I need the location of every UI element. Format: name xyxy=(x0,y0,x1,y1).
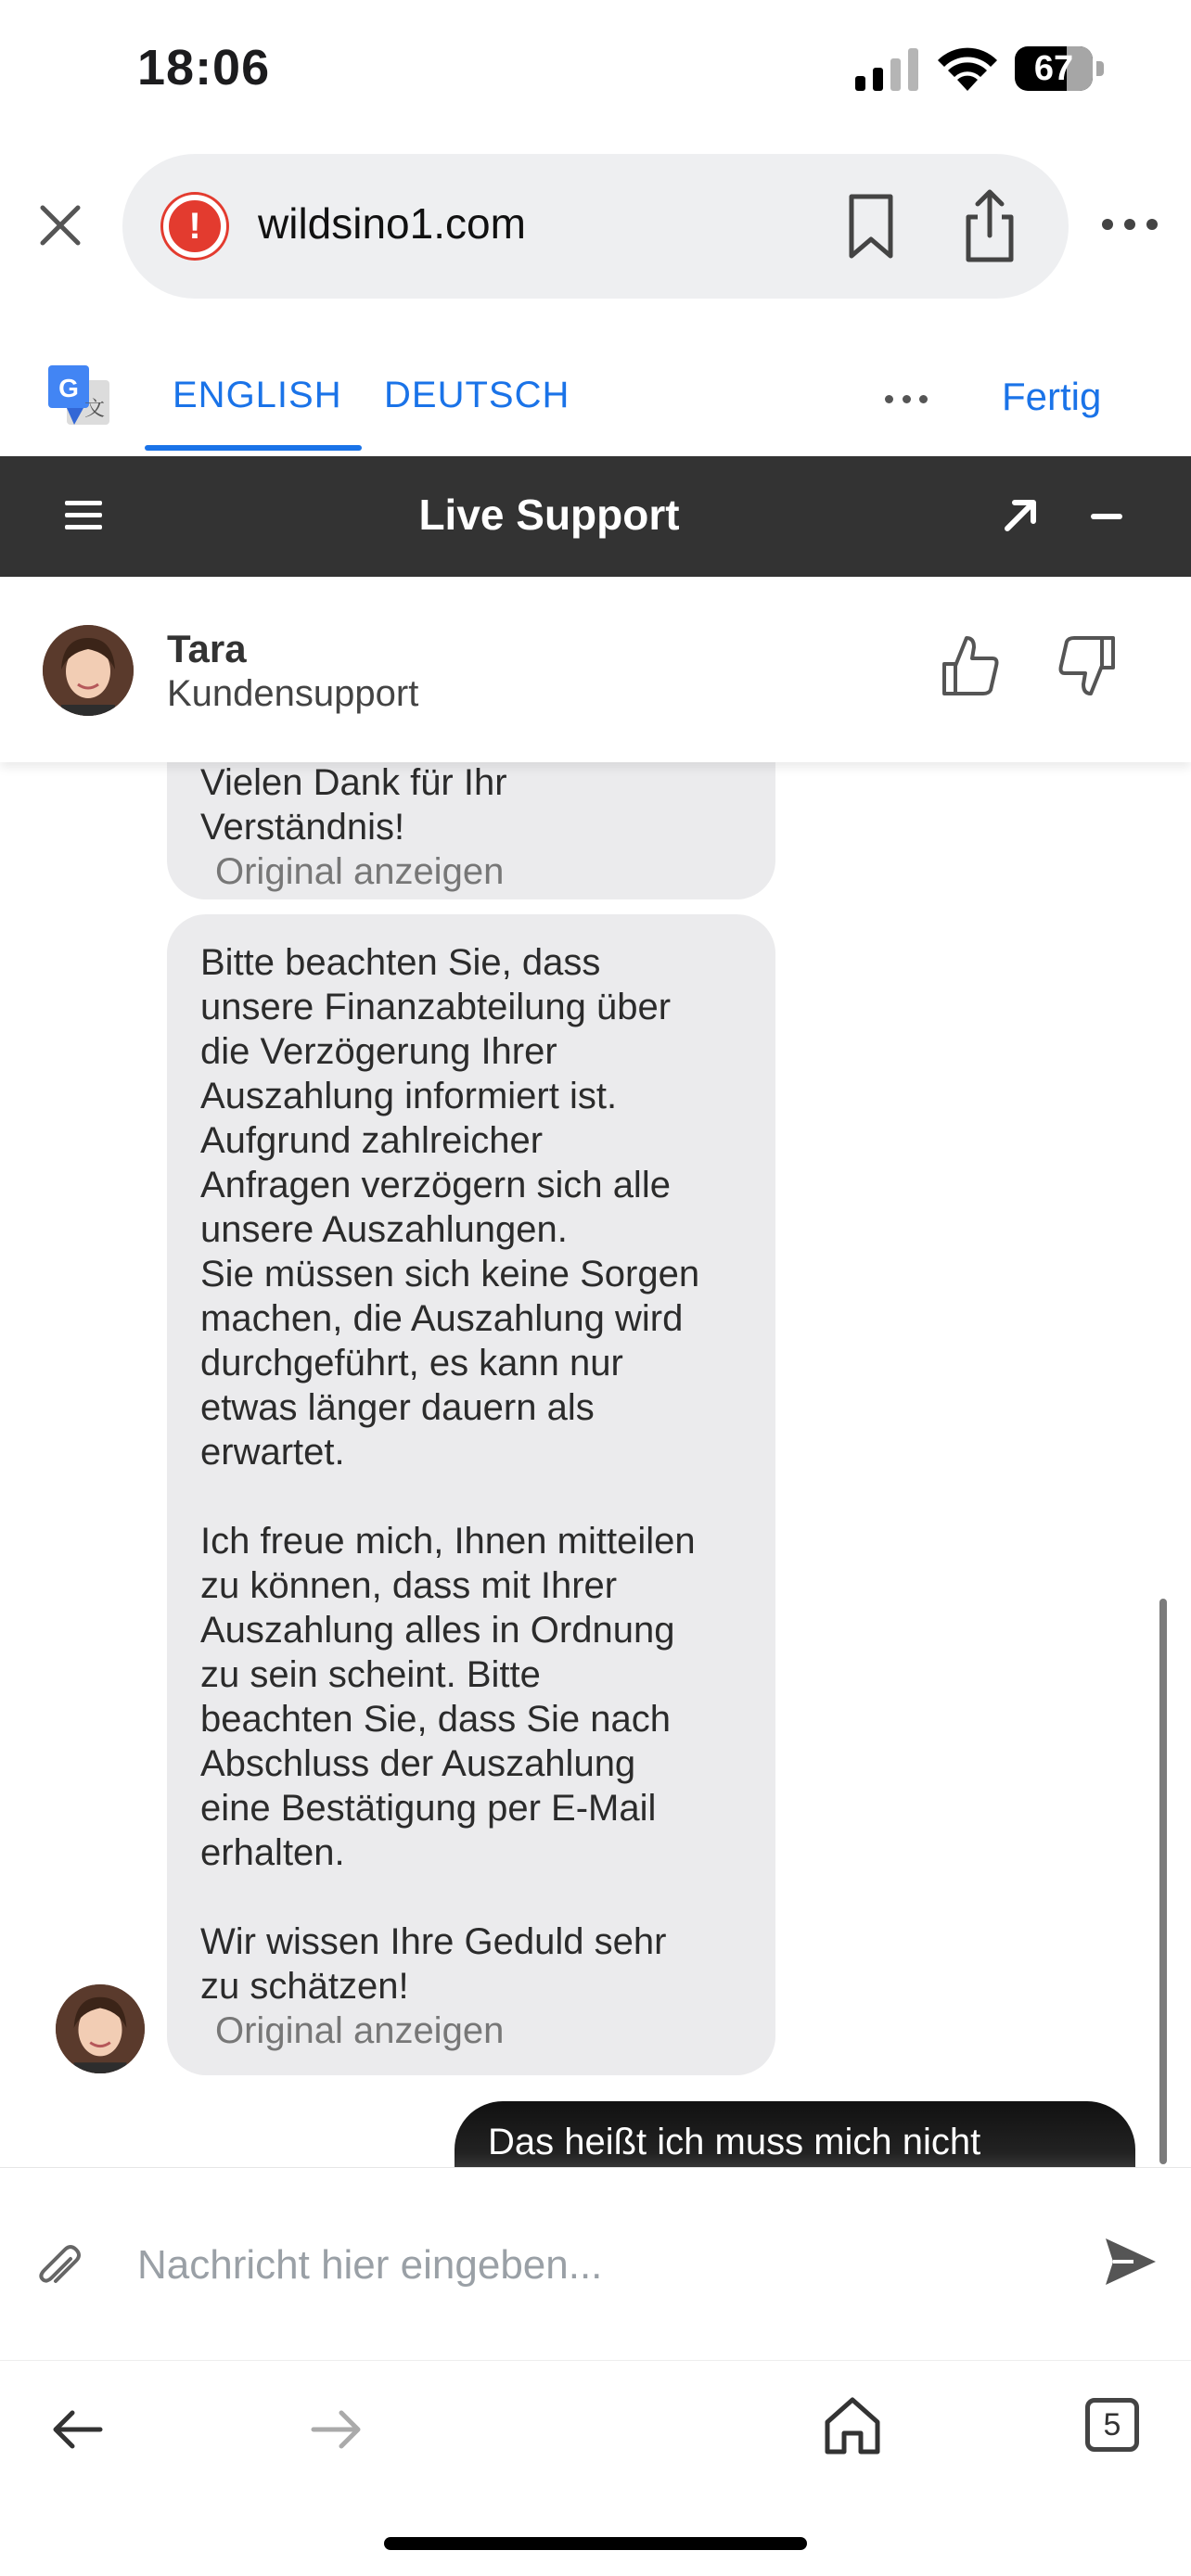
thumbs-down-icon[interactable] xyxy=(1057,632,1117,699)
expand-icon[interactable] xyxy=(998,493,1043,538)
forward-arrow-icon[interactable] xyxy=(310,2407,364,2452)
status-bar xyxy=(0,0,1191,139)
wifi-icon xyxy=(937,45,998,91)
agent-role: Kundensupport xyxy=(167,673,419,714)
tab-english[interactable]: ENGLISH xyxy=(173,375,342,415)
translate-bar xyxy=(0,343,1191,456)
svg-text:G: G xyxy=(58,374,79,402)
paperclip-icon[interactable] xyxy=(35,2240,82,2292)
agent-message xyxy=(167,762,775,899)
agent-avatar xyxy=(56,1984,145,2073)
tab-switcher-button[interactable]: 5 xyxy=(1085,2398,1139,2452)
cellular-signal-icon xyxy=(855,48,920,91)
agent-info xyxy=(0,577,1191,762)
message-text: Bitte beachten Sie, dass unsere Finanzabteilung über die Verzögerung Ihrer Auszahlung informiert ist. Aufgrund zahlreicher Anfragen verzögern sich alle unsere Auszahlungen. Sie müssen sich keine Sorgen machen, die Auszahlung wird durchgeführt, es kann nur etwas länger dauern als erwartet. Ich freue mich, Ihnen mitteilen zu können, dass mit Ihrer Auszahlung alles in Ordnung zu sein scheint. Bitte beachten Sie, dass Sie nach Abschluss der Auszahlung eine Bestätigung per E-Mail erhalten. Wir wissen Ihre Geduld sehr zu schätzen! xyxy=(200,942,700,2007)
battery-level: 67 xyxy=(1033,49,1074,88)
send-icon[interactable] xyxy=(1102,2235,1158,2289)
bookmark-icon[interactable] xyxy=(839,191,903,261)
done-button[interactable]: Fertig xyxy=(1002,375,1102,418)
thumbs-up-icon[interactable] xyxy=(941,632,1000,699)
show-original-link[interactable]: Original anzeigen xyxy=(215,2010,505,2051)
message-text: Das heißt ich muss mich nicht xyxy=(488,2122,981,2162)
security-warning-icon[interactable]: ! xyxy=(163,195,226,258)
agent-name: Tara xyxy=(167,627,247,670)
tab-deutsch[interactable]: DEUTSCH xyxy=(384,375,570,415)
chat-title: Live Support xyxy=(418,491,680,539)
chat-scrollbar[interactable] xyxy=(1159,1599,1167,2164)
agent-avatar xyxy=(43,625,134,716)
status-time: 18:06 xyxy=(137,40,271,96)
active-tab-indicator xyxy=(145,445,362,451)
battery-icon xyxy=(1015,46,1104,91)
agent-message xyxy=(167,914,775,2075)
close-icon[interactable] xyxy=(28,193,93,258)
more-options-icon[interactable] xyxy=(1102,204,1158,245)
user-message xyxy=(455,2101,1135,2167)
show-original-link[interactable]: Original anzeigen xyxy=(215,851,505,892)
google-translate-icon xyxy=(46,363,111,428)
svg-text:文: 文 xyxy=(83,398,106,421)
chat-messages[interactable] xyxy=(0,762,1191,2167)
home-icon[interactable] xyxy=(822,2394,883,2455)
home-indicator[interactable] xyxy=(384,2537,807,2550)
message-input[interactable]: Nachricht hier eingeben... xyxy=(137,2242,603,2288)
share-icon[interactable] xyxy=(957,187,1022,265)
translate-more-icon[interactable] xyxy=(885,395,928,404)
url-text[interactable]: wildsino1.com xyxy=(258,199,526,248)
minimize-icon[interactable] xyxy=(1091,514,1122,519)
address-bar[interactable] xyxy=(122,154,1069,299)
message-composer xyxy=(0,2167,1191,2360)
message-text: Vielen Dank für Ihr Verständnis! xyxy=(200,762,507,848)
chat-header xyxy=(0,456,1191,577)
back-arrow-icon[interactable] xyxy=(50,2407,104,2452)
